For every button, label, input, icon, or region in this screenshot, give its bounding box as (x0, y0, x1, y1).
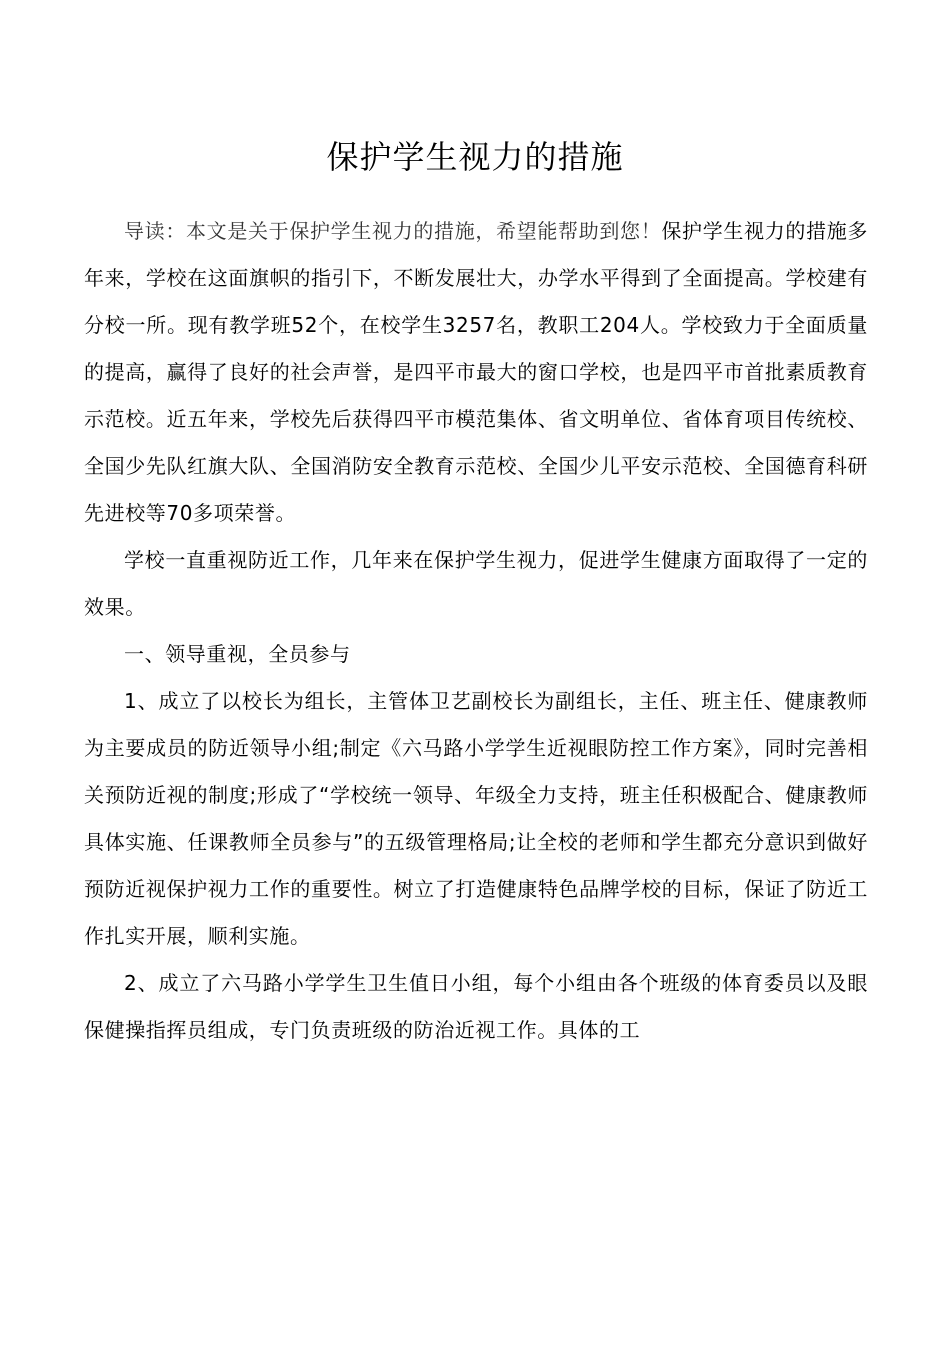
paragraph-summary: 学校一直重视防近工作，几年来在保护学生视力，促进学生健康方面取得了一定的效果。 (84, 548, 868, 619)
section-heading: 一、领导重视，全员参与 (124, 642, 351, 666)
intro-text: 保护学生视力的措施多年来，学校在这面旗帜的指引下，不断发展壮大，办学水平得到了全面提高。学校建有分校一所。现有教学班52个，在校学生3257名，教职工204人。学校致力于全面质量的提高，赢得了良好的社会声誉，是四平市最大的窗口学校，也是四平市首批素质教育示范校。近五年来，学校先后获得四平市模范集体、省文明单位、省体育项目传统校、全国少先队红旗大队、全国消防安全教育示范校、全国少儿平安示范校、全国德育科研先进校等70多项荣誉。 (84, 219, 869, 525)
paragraph-item-2: 2、成立了六马路小学学生卫生值日小组，每个小组由各个班级的体育委员以及眼保健操指挥员组成，专门负责班级的防治近视工作。具体的工 (84, 971, 868, 1042)
lead-text: 导读：本文是关于保护学生视力的措施，希望能帮助到您！ (124, 219, 662, 243)
intro-paragraph (84, 208, 868, 537)
paragraph-item-1: 1、成立了以校长为组长，主管体卫艺副校长为副组长，主任、班主任、健康教师为主要成员的防近领导小组;制定《六马路小学学生近视眼防控工作方案》，同时完善相关预防近视的制度;形成了“学校统一领导、年级全力支持，班主任积极配合、健康教师具体实施、任课教师全员参与”的五级管理格局;让全校的老师和学生都充分意识到做好预防近视保护视力工作的重要性。树立了打造健康特色品牌学校的目标，保证了防近工作扎实开展，顺利实施。 (84, 689, 868, 948)
document-title: 保护学生视力的措施 (326, 138, 624, 176)
document-body (84, 208, 868, 1054)
